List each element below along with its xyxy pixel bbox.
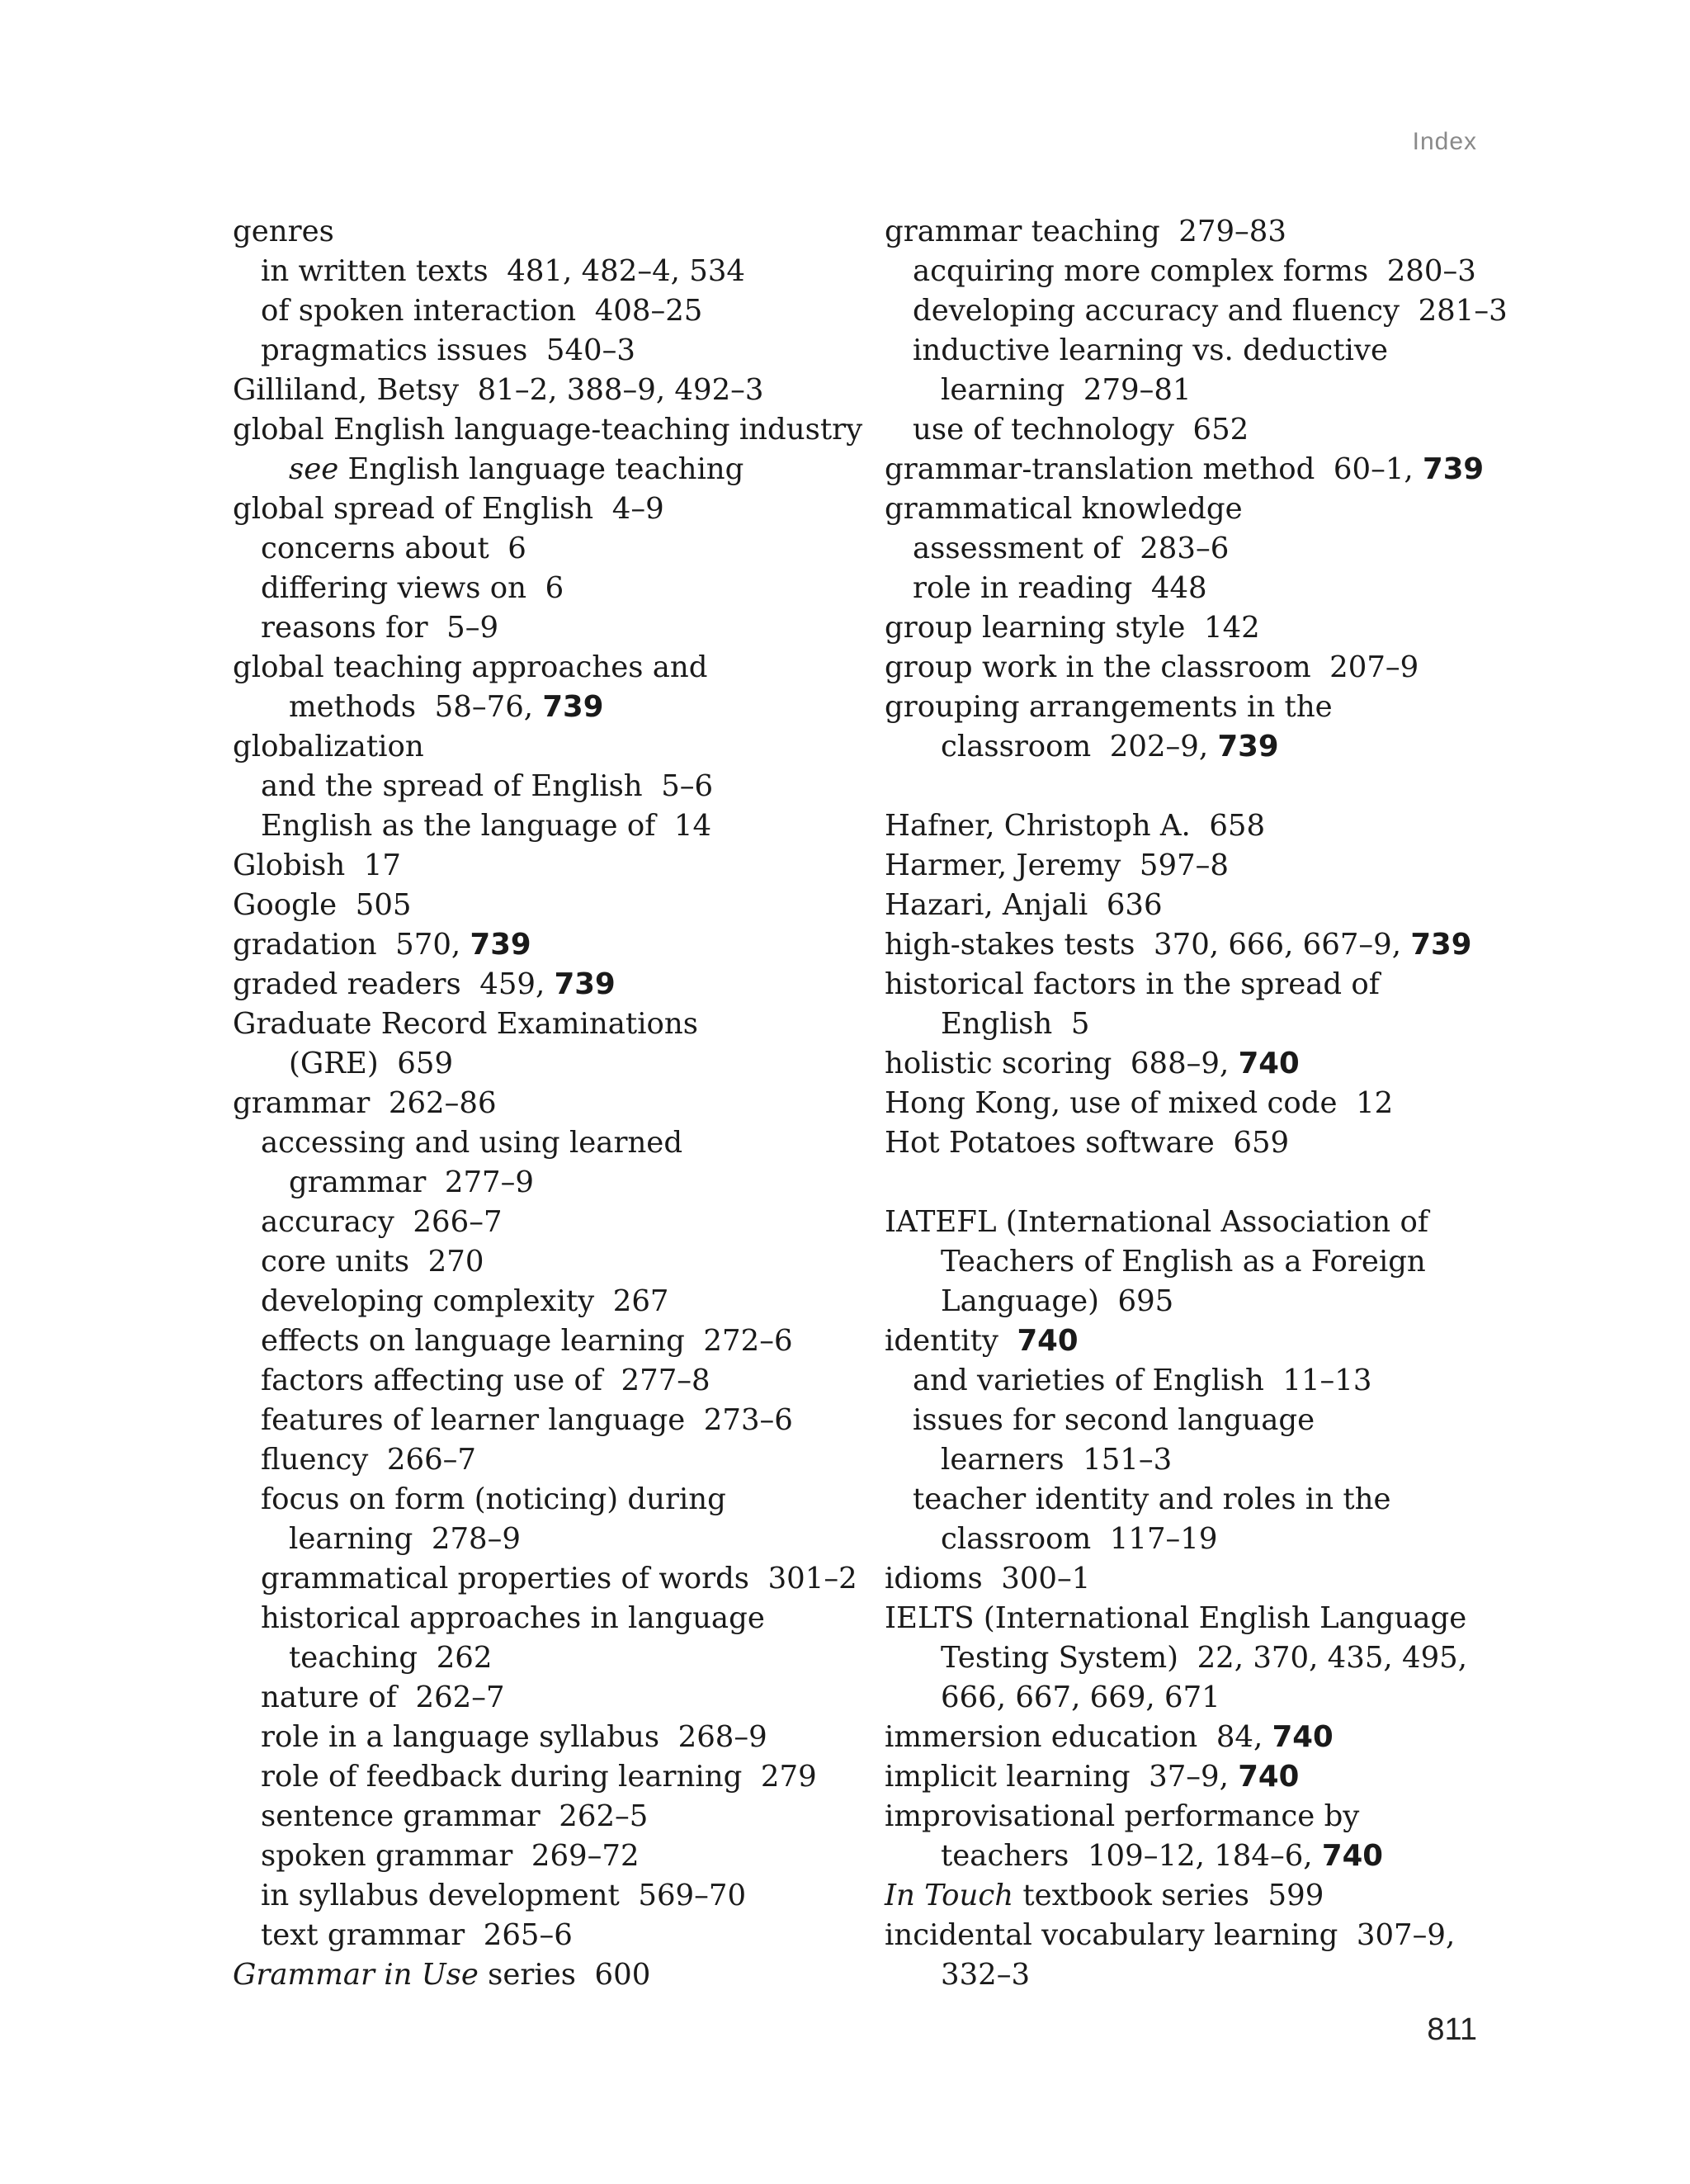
index-entry — [885, 489, 1495, 529]
entry-text: Google 505 — [233, 888, 412, 922]
index-subentry — [233, 291, 860, 331]
entry-text: group work in the classroom 207–9 — [885, 650, 1419, 684]
index-subentry — [233, 1123, 860, 1163]
index-entry — [233, 371, 860, 410]
entry-text: effects on language learning 272–6 — [261, 1324, 793, 1358]
index-subentry — [233, 767, 860, 806]
entry-text: role in reading 448 — [913, 571, 1207, 605]
running-head: Index — [1412, 128, 1477, 155]
index-subentry — [233, 1916, 860, 1955]
index-entry — [885, 1203, 1495, 1242]
italic-term: Grammar in Use — [233, 1958, 479, 1992]
index-subentry — [233, 1678, 860, 1718]
index-subentry — [233, 1797, 860, 1837]
page-ref-definition: 739 — [1217, 730, 1279, 763]
index-subentry — [885, 1638, 1495, 1678]
entry-text: grammar 262–86 — [233, 1086, 497, 1120]
index-entry — [233, 1084, 860, 1123]
index-entry — [233, 886, 860, 925]
index-entry — [885, 965, 1495, 1005]
index-subentry — [233, 1718, 860, 1757]
page-ref-definition: 740 — [1272, 1720, 1334, 1754]
index-entry — [885, 1599, 1495, 1638]
entry-text: text grammar 265–6 — [261, 1918, 573, 1952]
index-subentry — [233, 1163, 860, 1203]
entry-text: developing accuracy and fluency 281–3 — [913, 294, 1508, 328]
index-entry — [885, 1757, 1495, 1797]
entry-text: Hazari, Anjali 636 — [885, 888, 1163, 922]
entry-text: Hong Kong, use of mixed code 12 — [885, 1086, 1394, 1120]
entry-text: genres — [233, 215, 334, 248]
entry-text: Teachers of English as a Foreign — [941, 1245, 1426, 1279]
entry-text: accuracy 266–7 — [261, 1205, 503, 1239]
page-ref-definition: 740 — [1238, 1047, 1300, 1080]
index-entry — [885, 688, 1495, 727]
entry-text: English language teaching — [338, 452, 744, 486]
index-subentry — [885, 1480, 1495, 1520]
page-ref-definition: 739 — [1410, 928, 1472, 962]
entry-text: grammar 277–9 — [289, 1165, 534, 1199]
entry-text: in syllabus development 569–70 — [261, 1879, 747, 1912]
entry-text: developing complexity 267 — [261, 1284, 669, 1318]
index-subentry — [233, 1638, 860, 1678]
entry-text: global English language-teaching industry — [233, 413, 863, 447]
index-subentry — [885, 1361, 1495, 1401]
entry-text: grammatical knowledge — [885, 492, 1243, 526]
index-subentry — [233, 331, 860, 371]
entry-text: learning 278–9 — [289, 1522, 521, 1556]
entry-text: Globish 17 — [233, 849, 401, 882]
page-ref-definition: 739 — [1423, 452, 1485, 486]
index-subentry — [233, 1361, 860, 1401]
entry-text: grammar-translation method 60–1, — [885, 452, 1423, 486]
entry-text: differing views on 6 — [261, 571, 564, 605]
entry-text: global spread of English 4–9 — [233, 492, 664, 526]
entry-text: nature of 262–7 — [261, 1681, 505, 1714]
entry-text: teacher identity and roles in the — [913, 1482, 1391, 1516]
page-number: 811 — [1427, 2012, 1477, 2047]
index-subentry — [885, 410, 1495, 450]
entry-text: Gilliland, Betsy 81–2, 388–9, 492–3 — [233, 373, 764, 407]
index-entry — [885, 1123, 1495, 1163]
index-subentry — [233, 1837, 860, 1876]
index-entry — [885, 450, 1495, 489]
index-subentry — [233, 1203, 860, 1242]
page-ref-definition: 740 — [1238, 1760, 1300, 1794]
entry-text: classroom 117–19 — [941, 1522, 1218, 1556]
italic-term: In Touch — [885, 1879, 1014, 1912]
index-entry — [885, 1044, 1495, 1084]
index-entry — [885, 212, 1495, 252]
index-entry — [885, 1876, 1495, 1916]
index-subentry — [885, 727, 1495, 767]
index-subentry — [233, 1757, 860, 1797]
entry-text: high-stakes tests 370, 666, 667–9, — [885, 928, 1411, 962]
index-entry — [233, 1955, 860, 1995]
index-subentry — [233, 1440, 860, 1480]
index-subentry — [233, 1559, 860, 1599]
entry-text: Language) 695 — [941, 1284, 1174, 1318]
entry-text: factors affecting use of 277–8 — [261, 1364, 710, 1397]
index-entry — [233, 727, 860, 767]
entry-text: English 5 — [941, 1007, 1090, 1041]
page-ref-definition: 740 — [1017, 1324, 1079, 1358]
entry-text: gradation 570, — [233, 928, 470, 962]
index-subentry — [233, 1321, 860, 1361]
index-subentry — [885, 1242, 1495, 1282]
index-subentry — [233, 688, 860, 727]
index-entry — [885, 1797, 1495, 1837]
entry-text: use of technology 652 — [913, 413, 1249, 447]
entry-text: accessing and using learned — [261, 1126, 683, 1160]
index-entry — [885, 886, 1495, 925]
page-ref-definition: 739 — [470, 928, 531, 962]
index-subentry — [233, 1876, 860, 1916]
entry-text: of spoken interaction 408–25 — [261, 294, 703, 328]
entry-text: Testing System) 22, 370, 435, 495, — [941, 1641, 1468, 1675]
index-subentry — [233, 1480, 860, 1520]
index-entry — [233, 1005, 860, 1044]
entry-text: implicit learning 37–9, — [885, 1760, 1239, 1794]
entry-text: methods 58–76, — [289, 690, 543, 724]
index-entry — [885, 846, 1495, 886]
entry-text: core units 270 — [261, 1245, 484, 1279]
entry-text: 332–3 — [941, 1958, 1031, 1992]
entry-text: (GRE) 659 — [289, 1047, 454, 1080]
entry-text: spoken grammar 269–72 — [261, 1839, 640, 1873]
index-subentry — [233, 450, 860, 489]
index-subentry — [233, 1282, 860, 1321]
entry-text: Harmer, Jeremy 597–8 — [885, 849, 1230, 882]
index-subentry — [885, 1282, 1495, 1321]
index-entry — [885, 608, 1495, 648]
index-subentry — [233, 1520, 860, 1559]
entry-text: global teaching approaches and — [233, 650, 708, 684]
entry-text: IATEFL (International Association of — [885, 1205, 1428, 1239]
entry-text: learning 279–81 — [941, 373, 1192, 407]
index-entry — [233, 489, 860, 529]
index-subentry — [885, 331, 1495, 371]
index-entry — [885, 1916, 1495, 1955]
entry-text: sentence grammar 262–5 — [261, 1799, 649, 1833]
index-entry — [233, 410, 863, 450]
entry-text: and the spread of English 5–6 — [261, 769, 714, 803]
entry-text: IELTS (International English Language — [885, 1601, 1467, 1635]
index-subentry — [885, 569, 1495, 608]
entry-text: grammar teaching 279–83 — [885, 215, 1286, 248]
index-entry — [885, 648, 1495, 688]
italic-term: see — [289, 452, 339, 486]
entry-text: group learning style 142 — [885, 611, 1260, 645]
page-ref-definition: 739 — [542, 690, 604, 724]
index-entry — [233, 212, 860, 252]
entry-text: historical approaches in language — [261, 1601, 765, 1635]
index-entry — [885, 1559, 1495, 1599]
index-subentry — [885, 252, 1495, 291]
page-ref-definition: 740 — [1321, 1839, 1383, 1873]
entry-text: classroom 202–9, — [941, 730, 1218, 763]
entry-text: role of feedback during learning 279 — [261, 1760, 817, 1794]
index-subentry — [885, 1520, 1495, 1559]
entry-text: role in a language syllabus 268–9 — [261, 1720, 767, 1754]
index-subentry — [885, 529, 1495, 569]
entry-text: and varieties of English 11–13 — [913, 1364, 1372, 1397]
entry-text: Hafner, Christoph A. 658 — [885, 809, 1266, 843]
index-column-right — [885, 212, 1508, 1995]
index-entry — [233, 925, 860, 965]
index-subentry — [233, 529, 860, 569]
index-entry — [885, 1321, 1495, 1361]
entry-text: series 600 — [478, 1958, 651, 1992]
entry-text: focus on form (noticing) during — [261, 1482, 726, 1516]
index-subentry — [233, 569, 860, 608]
entry-text: grammatical properties of words 301–2 — [261, 1562, 857, 1595]
entry-text: teaching 262 — [289, 1641, 493, 1675]
index-subentry — [233, 806, 860, 846]
index-entry — [233, 648, 860, 688]
entry-text: learners 151–3 — [941, 1443, 1173, 1477]
index-entry — [233, 846, 860, 886]
entry-text: globalization — [233, 730, 424, 763]
index-subentry — [233, 252, 860, 291]
entry-text: idioms 300–1 — [885, 1562, 1091, 1595]
index-subentry — [233, 1401, 860, 1440]
index-subentry — [885, 1837, 1495, 1876]
index-subentry — [885, 1440, 1495, 1480]
entry-text: issues for second language — [913, 1403, 1315, 1437]
index-subentry — [885, 371, 1495, 410]
entry-text: holistic scoring 688–9, — [885, 1047, 1239, 1080]
entry-text: reasons for 5–9 — [261, 611, 499, 645]
index-subentry — [885, 1955, 1495, 1995]
index-entry — [885, 925, 1495, 965]
index-entry — [885, 806, 1495, 846]
entry-text: grouping arrangements in the — [885, 690, 1333, 724]
entry-text: improvisational performance by — [885, 1799, 1360, 1833]
entry-text: Hot Potatoes software 659 — [885, 1126, 1290, 1160]
page-ref-definition: 739 — [554, 967, 616, 1001]
index-subentry — [885, 1678, 1495, 1718]
entry-text: inductive learning vs. deductive — [913, 333, 1388, 367]
entry-text: assessment of 283–6 — [913, 532, 1230, 565]
entry-text: graded readers 459, — [233, 967, 555, 1001]
letter-group-gap — [885, 1163, 1495, 1203]
entry-text: teachers 109–12, 184–6, — [941, 1839, 1322, 1873]
index-subentry — [885, 1005, 1495, 1044]
entry-text: historical factors in the spread of — [885, 967, 1380, 1001]
index-entry — [885, 1084, 1495, 1123]
entry-text: English as the language of 14 — [261, 809, 712, 843]
entry-text: pragmatics issues 540–3 — [261, 333, 635, 367]
entry-text: in written texts 481, 482–4, 534 — [261, 254, 745, 288]
index-entry — [885, 1718, 1495, 1757]
index-subentry — [885, 291, 1508, 331]
index-column-left — [233, 212, 863, 1995]
entry-text: fluency 266–7 — [261, 1443, 477, 1477]
entry-text: identity — [885, 1324, 1017, 1358]
entry-text: acquiring more complex forms 280–3 — [913, 254, 1476, 288]
index-entry — [233, 965, 860, 1005]
entry-text: immersion education 84, — [885, 1720, 1272, 1754]
entry-text: features of learner language 273–6 — [261, 1403, 793, 1437]
entry-text: textbook series 599 — [1013, 1879, 1324, 1912]
index-subentry — [233, 1242, 860, 1282]
index-subentry — [233, 1599, 860, 1638]
index-subentry — [885, 1401, 1495, 1440]
entry-text: incidental vocabulary learning 307–9, — [885, 1918, 1456, 1952]
index-subentry — [233, 608, 860, 648]
index-subentry — [233, 1044, 860, 1084]
letter-group-gap — [885, 767, 1495, 806]
entry-text: 666, 667, 669, 671 — [941, 1681, 1220, 1714]
entry-text: concerns about 6 — [261, 532, 526, 565]
entry-text: Graduate Record Examinations — [233, 1007, 698, 1041]
